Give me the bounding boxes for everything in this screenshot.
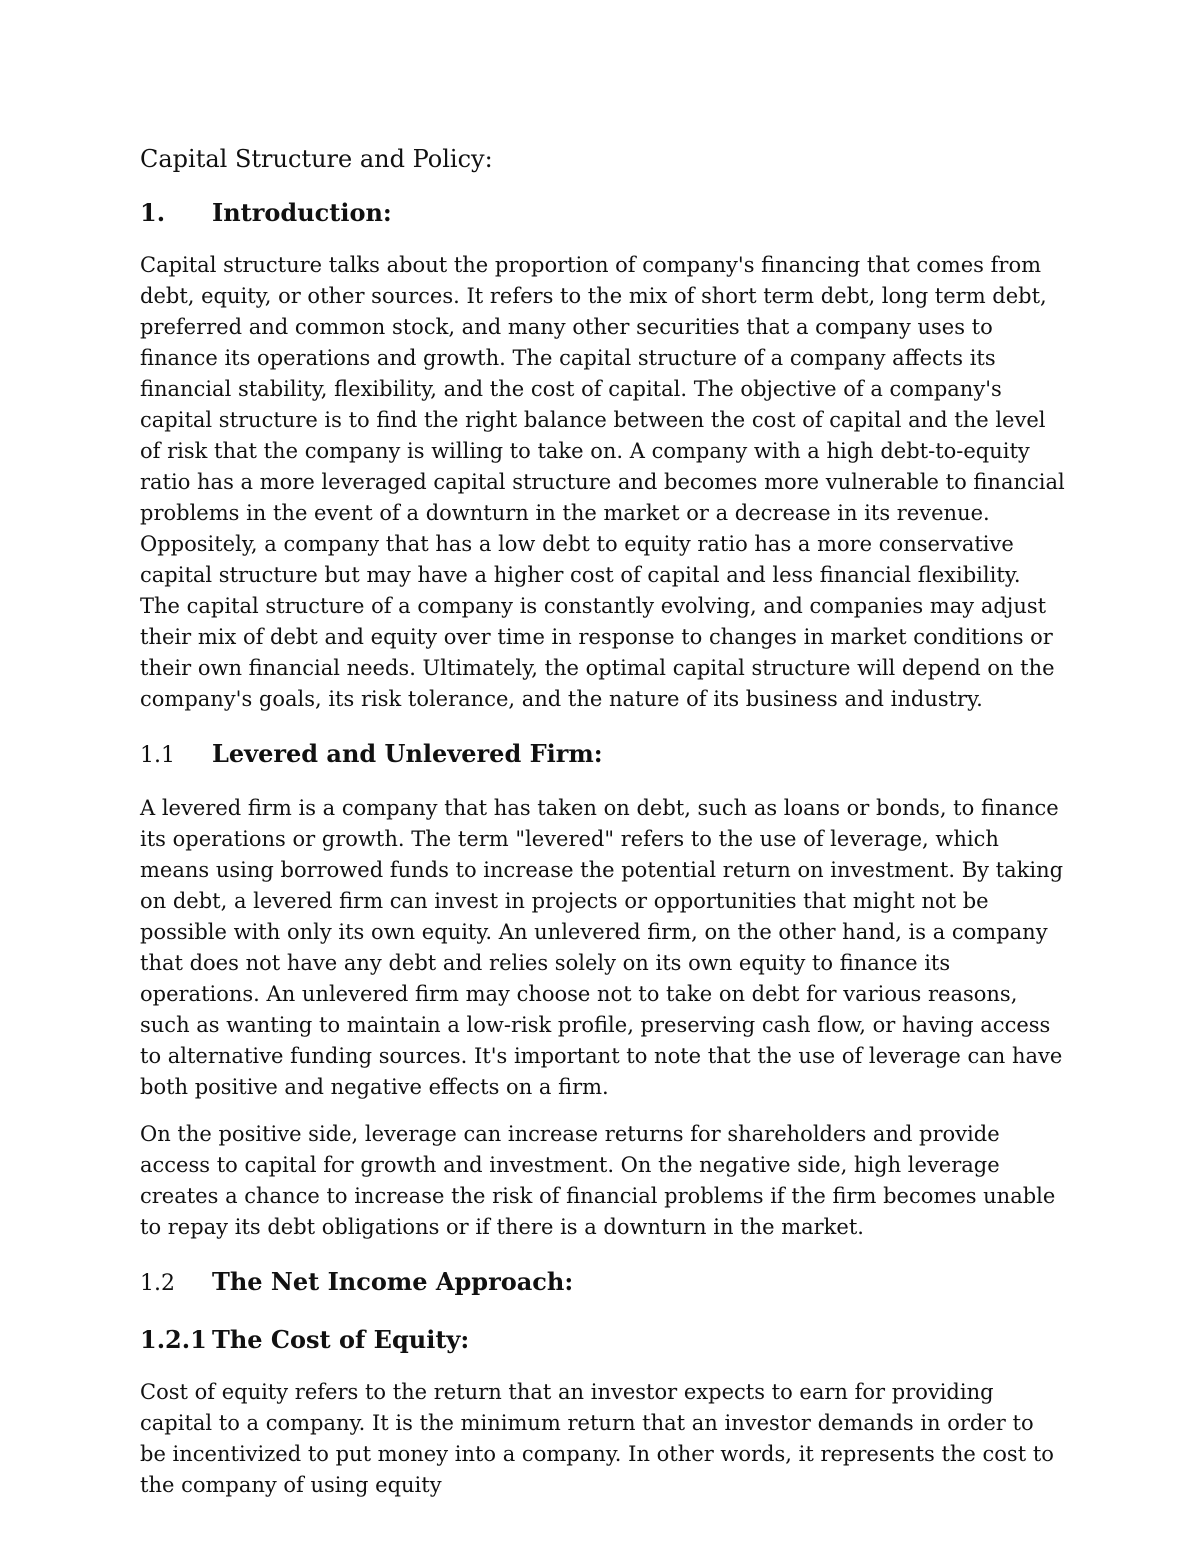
document-title: Capital Structure and Policy: — [140, 145, 493, 173]
cost-of-equity-paragraph: Cost of equity refers to the return that an investor expects to earn for providing capital to a company. It is the minimum return that an investor demands in order to be incentivized to put money into a company. In other words, it represents the cost to the company of using equity — [140, 1380, 1054, 1497]
document-page — [140, 142, 1065, 1501]
section-1-2-title: The Net Income Approach: — [212, 1267, 574, 1296]
section-1-1-heading — [140, 737, 1065, 773]
section-1-2-1-number: 1.2.1 — [140, 1325, 207, 1354]
section-1-2-heading — [140, 1265, 1065, 1301]
section-1-2-1-title: The Cost of Equity: — [212, 1325, 470, 1354]
section-1-number: 1. — [140, 198, 166, 227]
levered-unlevered-paragraph-1: A levered firm is a company that has taken on debt, such as loans or bonds, to finance its operations or growth. The term "levered" refers to the use of leverage, which means using borrowed funds to increase the potential return on investment. By taking on debt, a levered firm can invest in projects or opportunities that might not be possible with only its own equity. An unlevered firm, on the other hand, is a company that does not have any debt and relies solely on its own equity to finance its operations. An unlevered firm may choose not to take on debt for various reasons, such as wanting to maintain a low-risk profile, preserving cash flow, or having access to alternative funding sources. It's important to note that the use of leverage can have both positive and negative effects on a firm. — [140, 796, 1064, 1099]
introduction-paragraph: Capital structure talks about the proportion of company's financing that comes from debt, equity, or other sources. It refers to the mix of short term debt, long term debt, preferred and common stock, and many other securities that a company uses to finance its operations and growth. The capital structure of a company affects its financial stability, flexibility, and the cost of capital. The objective of a company's capital structure is to find the right balance between the cost of capital and the level of risk that the company is willing to take on. A company with a high debt-to-equity ratio has a more leveraged capital structure and becomes more vulnerable to financial problems in the event of a downturn in the market or a decrease in its revenue. Oppositely, a company that has a low debt to equity ratio has a more conservative capital structure but may have a higher cost of capital and less financial flexibility. The capital structure of a company is constantly evolving, and companies may adjust their mix of debt and equity over time in response to changes in market conditions or their own financial needs. Ultimately, the optimal capital structure will depend on the company's goals, its risk tolerance, and the nature of its business and industry. — [140, 253, 1065, 711]
section-1-1-title: Levered and Unlevered Firm: — [212, 739, 603, 768]
section-1-2-1-heading — [140, 1323, 1065, 1357]
section-1-title: Introduction: — [212, 198, 392, 227]
section-1-2-number: 1.2 — [140, 1271, 175, 1296]
section-1-heading — [140, 196, 1065, 230]
levered-unlevered-paragraph-2: On the positive side, leverage can increase returns for shareholders and provide access to capital for growth and investment. On the negative side, high leverage creates a chance to increase the risk of financial problems if the firm becomes unable to repay its debt obligations or if there is a downturn in the market. — [140, 1122, 1056, 1239]
section-1-1-number: 1.1 — [140, 743, 175, 768]
